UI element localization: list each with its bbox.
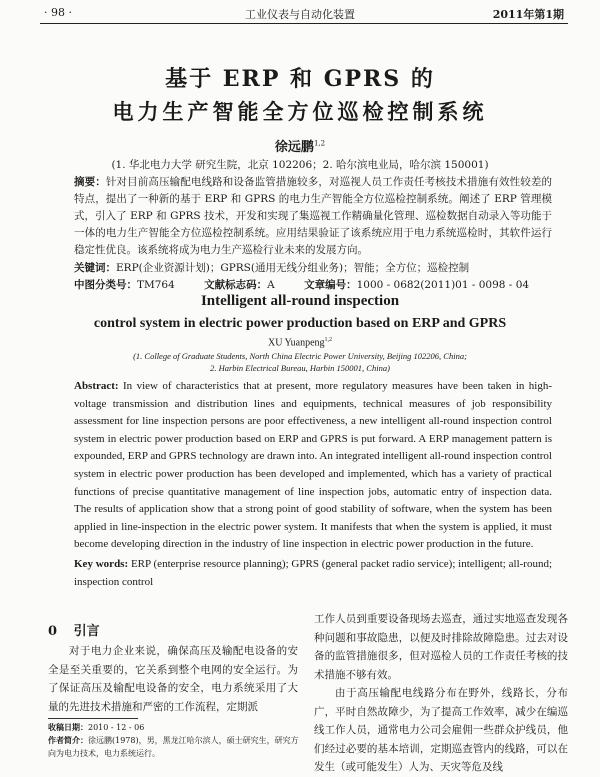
article-no-label: 文章编号： bbox=[304, 279, 357, 291]
affiliation-en-line1: (1. College of Graduate Students, North China Electric Power University, Beijing 102206, China; bbox=[133, 351, 467, 361]
bio-text: 徐远鹏(1978)，男，黑龙江哈尔滨人，硕士研究生，研究方向为电力技术，电力系统运行。 bbox=[48, 736, 299, 758]
received-date: 2010 - 12 - 06 bbox=[88, 723, 145, 732]
abstract-zh-label: 摘要： bbox=[74, 176, 106, 188]
journal-name: 工业仪表与自动化装置 bbox=[245, 8, 355, 21]
classification-line bbox=[74, 277, 552, 294]
affiliation-zh: (1. 华北电力大学 研究生院，北京 102206；2. 哈尔滨电业局，哈尔滨 150001) bbox=[111, 159, 489, 171]
issue-label: 2011年第1期 bbox=[492, 8, 564, 21]
keywords-zh-label: 关键词： bbox=[74, 262, 116, 274]
section-heading bbox=[48, 620, 100, 639]
footnote-bio bbox=[48, 734, 306, 760]
keywords-en-text: ERP (enterprise resource planning); GPRS (general packet radio service); intelligent; all-round; inspection control bbox=[74, 558, 553, 588]
doc-code-label: 文献标志码： bbox=[204, 279, 268, 291]
affiliation-en-line2: 2. Harbin Electrical Bureau, Harbin 150001, China) bbox=[210, 363, 390, 373]
clc-value: TM764 bbox=[137, 279, 175, 291]
footnote bbox=[48, 721, 306, 760]
author-en-name: XU Yuanpeng bbox=[267, 337, 325, 349]
abstract-zh bbox=[74, 174, 552, 259]
section-title: 引言 bbox=[73, 624, 100, 639]
keywords-zh bbox=[74, 260, 552, 277]
abstract-en-text: In view of characteristics that at present, more regulatory measures have been taken in high-voltage transmission and distribution lines and equipments, technical measures of job responsibility assessment for line inspection persons are poor effectiveness, a new intelligent all-round inspection control system in electric power production based on ERP and GPRS is put forward. A ERP management pattern is expounded, ERP and GPRS technology are drawn into. An integrated intelligent all-round inspection control system in electric power production has been developed and implemented, which has a variety of practical functions of precise quantitative management of line inspection jobs, automatic entry of inspection data. The results of application show that a strong point of good stability of software, when the system has been applied in line-inspection in the electric power system. It manifests that when the system is applied, it must become developing direction in the industry of line inspection in electric power production in the future. bbox=[74, 380, 553, 551]
left-column-text: 对于电力企业来说，确保高压及输配电设备的安全是至关重要的，它关系到整个电网的安全运行。为了保证高压及输配电设备的安全，电力系统采用了大量的先进技术措施和严密的工作流程，定期派 bbox=[48, 645, 298, 713]
keywords-en bbox=[74, 556, 552, 591]
right-column-text-1: 工作人员到重要设备现场去巡查，通过实地巡查发现各种问题和事故隐患，以便及时排除故障隐患。过去对设备的监管措施很多，但对巡检人员的工作责任考核的技术措施不够有效。 bbox=[314, 613, 568, 681]
footnote-rule bbox=[48, 718, 138, 719]
author-zh-name: 徐远鹏 bbox=[274, 140, 314, 155]
title-zh-line1: 基于 ERP 和 GPRS 的 bbox=[165, 66, 435, 92]
abstract-en bbox=[74, 378, 552, 554]
page-number: · 98 · bbox=[44, 6, 72, 19]
footnote-received bbox=[48, 721, 306, 734]
section-number: 0 bbox=[48, 624, 58, 639]
author-zh bbox=[0, 136, 600, 155]
keywords-en-label: Key words: bbox=[74, 558, 129, 570]
title-en-line2: control system in electric power production based on ERP and GPRS bbox=[93, 316, 507, 331]
abstract-en-label: Abstract: bbox=[74, 380, 119, 392]
doc-code-value: A bbox=[267, 279, 275, 291]
abstract-zh-text: 针对目前高压输配电线路和设备监管措施较多，对巡视人员工作责任考核技术措施有效性较差的特点，提出了一种新的基于 ERP 和 GPRS 的电力生产智能全方位巡检控制系统。阐述了 ERP 管理模式，引入了 ERP 和 GPRS 技术，开发和实现了集巡视工作精确量化管理、巡检数据自动录入等功能于一体的电力生产智能全方位巡检控制系统。应用结果验证了该系统应用于电力系统巡检时，其软件运行稳定性优良。该系统将成为电力生产巡检行业未来的发展方向。 bbox=[74, 176, 552, 256]
received-label: 收稿日期： bbox=[48, 722, 88, 732]
bio-label: 作者简介： bbox=[48, 735, 88, 745]
author-zh-sup: 1,2 bbox=[313, 139, 326, 148]
author-en-sup: 1,2 bbox=[324, 337, 333, 343]
right-column-text-2: 由于高压输配电线路分布在野外，线路长，分布广，平时自然故障少，为了提高工作效率，减少在编巡线工作人员，通常电力公司会雇佣一些群众护线员，他们经过必要的基本培训，定期巡查管内的线路，可以在发生（或可能发生）人为、天灾等危及线 bbox=[314, 687, 568, 773]
title-en-line1: Intelligent all-round inspection bbox=[200, 293, 400, 309]
clc-label: 中图分类号： bbox=[74, 279, 137, 291]
keywords-zh-text: ERP(企业资源计划)；GPRS(通用无线分组业务)；智能；全方位；巡检控制 bbox=[116, 262, 470, 274]
title-zh-line2: 电力生产智能全方位巡检控制系统 bbox=[112, 99, 488, 124]
header-rule bbox=[40, 23, 568, 24]
author-en bbox=[0, 337, 600, 348]
article-no-value: 1000 - 0682(2011)01 - 0098 - 04 bbox=[356, 279, 530, 291]
